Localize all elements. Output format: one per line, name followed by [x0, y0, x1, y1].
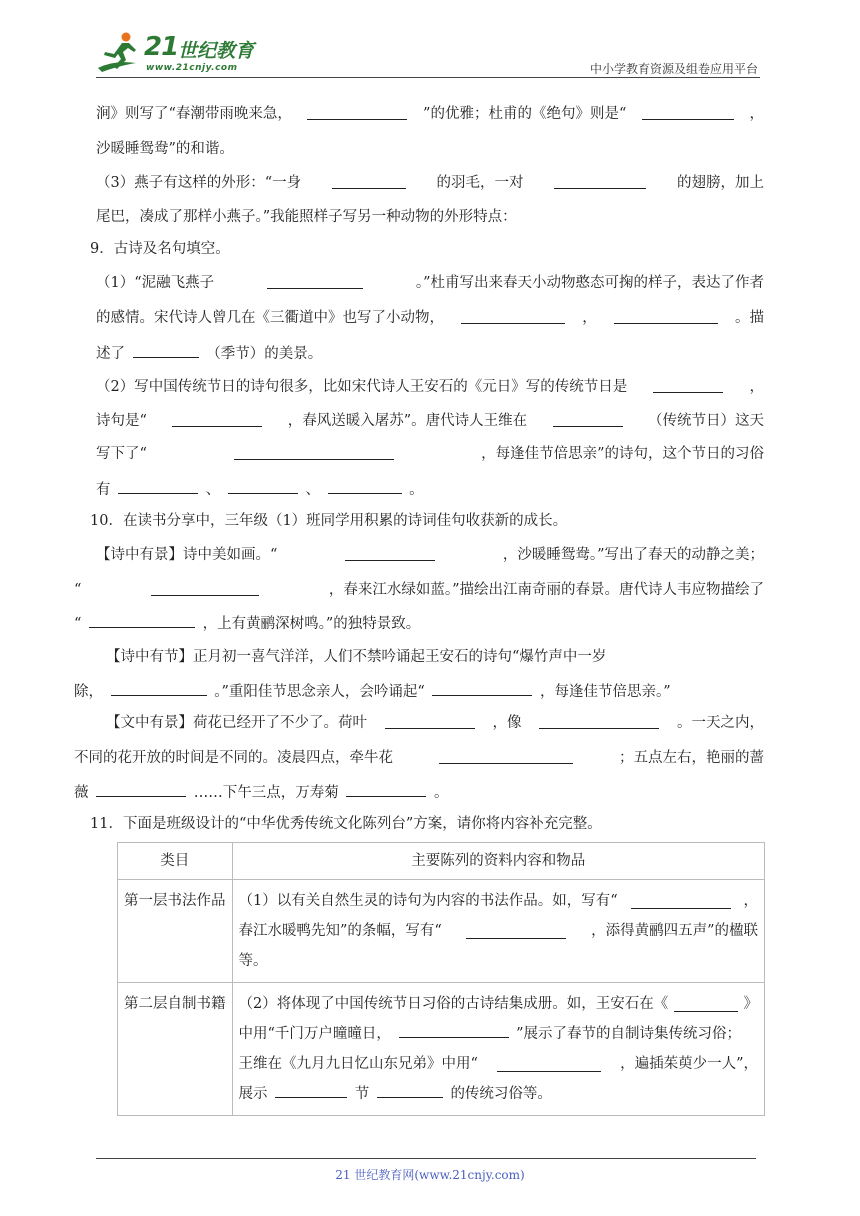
text-line: 不同的花开放的时间是不同的。凌晨四点，牵牛花 ；五点左右，艳丽的蔷 [74, 750, 764, 766]
answer-blank[interactable] [151, 580, 259, 596]
table-header-cell: 主要陈列的资料内容和物品 [232, 843, 765, 880]
table-header-cell: 类目 [118, 843, 233, 880]
answer-blank[interactable] [377, 1082, 443, 1098]
answer-blank[interactable] [111, 680, 207, 696]
text-line: 【诗中有景】诗中美如画。“ ，沙暖睡鸳鸯。”写出了春天的动静之美； [96, 547, 764, 563]
answer-blank[interactable] [234, 444, 394, 460]
answer-blank[interactable] [642, 104, 734, 120]
footer-link[interactable]: 21 世纪教育网(www.21cnjy.com) [335, 1168, 525, 1182]
answer-blank[interactable] [385, 713, 475, 729]
table-header-row [118, 843, 765, 880]
answer-blank[interactable] [553, 411, 623, 427]
answer-blank[interactable] [614, 308, 718, 324]
logo [96, 30, 266, 78]
answer-blank[interactable] [631, 893, 731, 909]
text-line: （3）燕子有这样的外形：“一身 的羽毛，一对 的翅膀，加上 [96, 175, 764, 191]
answer-blank[interactable] [228, 478, 298, 494]
answer-blank[interactable] [96, 781, 186, 797]
text-line: 有 、 、 。 [96, 478, 424, 498]
header-divider [96, 77, 760, 78]
text-line: 【诗中有节】正月初一喜气洋洋，人们不禁吟诵起王安石的诗句“爆竹声中一岁 [106, 649, 607, 665]
text-line: 薇 ……下午三点，万寿菊 。 [74, 781, 448, 801]
runner-logo-icon [96, 30, 144, 76]
answer-blank[interactable] [133, 342, 199, 358]
text-line: 涧》则写了“春潮带雨晚来急， ”的优雅；杜甫的《绝句》则是“ ， [96, 106, 764, 122]
answer-blank[interactable] [461, 308, 565, 324]
logo-text: 世纪教育 [178, 40, 255, 62]
answer-blank[interactable] [674, 996, 738, 1012]
answer-blank[interactable] [172, 411, 262, 427]
answer-blank[interactable] [275, 1082, 347, 1098]
text-line: “ ，春来江水绿如蓝。”描绘出江南奇丽的春景。唐代诗人韦应物描绘了 [74, 582, 764, 598]
answer-blank[interactable] [346, 781, 426, 797]
text-line: （1）“泥融飞燕子 。”杜甫写出来春天小动物憨态可掬的样子，表达了作者 [96, 275, 764, 291]
answer-blank[interactable] [653, 377, 723, 393]
answer-blank[interactable] [118, 478, 198, 494]
answer-blank[interactable] [345, 545, 435, 561]
question-10: 10．在读书分享中，三年级（1）班同学用积累的诗词佳句收获新的成长。 [90, 513, 568, 529]
platform-name: 中小学教育资源及组卷应用平台 [589, 62, 758, 76]
answer-blank[interactable] [399, 1022, 509, 1038]
answer-blank[interactable] [497, 1056, 601, 1072]
question-11: 11．下面是班级设计的“中华优秀传统文化陈列台”方案，请你将内容补充完整。 [90, 816, 602, 832]
answer-blank[interactable] [539, 713, 659, 729]
text-line: 写下了“ ，每逢佳节倍思亲”的诗句，这个节日的习俗 [96, 446, 764, 462]
page-header [96, 30, 760, 80]
text-line: 诗句是“ ，春风送暖入屠苏”。唐代诗人王维在 （传统节日）这天 [96, 413, 764, 429]
text-line: “ ，上有黄鹂深树鸣。”的独特景致。 [74, 612, 420, 632]
answer-blank[interactable] [439, 748, 573, 764]
table-row: 第二层自制书籍 （2）将体现了中国传统节日习俗的古诗结集成册。如，王安石在《 》 中用“千门万户曈曈日， ”展示了春节的自制诗集传统习俗； 王维在《九月九日忆山东兄弟》中用“ ，遍插茱萸少一人”， 展示 节 的传统习俗等。 [118, 983, 765, 1116]
answer-blank[interactable] [89, 612, 195, 628]
answer-blank[interactable] [554, 173, 646, 189]
text-line: 述了 （季节）的美景。 [96, 342, 322, 362]
text-line: （2）写中国传统节日的诗句很多，比如宋代诗人王安石的《元日》写的传统节日是 ， [96, 379, 764, 395]
table-row: 第一层书法作品 （1）以有关自然生灵的诗句为内容的书法作品。如，写有“ ， 春江水暖鸭先知”的条幅，写有“ ，添得黄鹂四五声”的楹联 等。 [118, 880, 765, 983]
text-line: 沙暖睡鸳鸯”的和谐。 [96, 141, 234, 157]
answer-blank[interactable] [307, 104, 407, 120]
answer-blank[interactable] [432, 680, 532, 696]
answer-blank[interactable] [466, 923, 566, 939]
row-label: 第一层书法作品 [124, 893, 226, 909]
answer-blank[interactable] [332, 173, 406, 189]
text-line: 尾巴，凑成了那样小燕子。”我能照样子写另一种动物的外形特点： [96, 209, 517, 225]
question-9: 9．古诗及名句填空。 [90, 241, 230, 257]
logo-number: 21 [144, 32, 179, 62]
exhibit-table [117, 842, 765, 1116]
text-line: 【文中有景】荷花已经开了不少了。荷叶 ，像 。一天之内， [106, 715, 764, 731]
row-label: 第二层自制书籍 [124, 996, 226, 1012]
answer-blank[interactable] [328, 478, 402, 494]
answer-blank[interactable] [267, 273, 363, 289]
logo-url: www.21cnjy.com [146, 63, 238, 73]
footer-divider [96, 1158, 756, 1159]
text-line: 除， 。”重阳佳节思念亲人，会吟诵起“ ，每逢佳节倍思亲。” [74, 680, 671, 700]
text-line: 的感情。宋代诗人曾几在《三衢道中》也写了小动物， ， 。描 [96, 310, 764, 326]
